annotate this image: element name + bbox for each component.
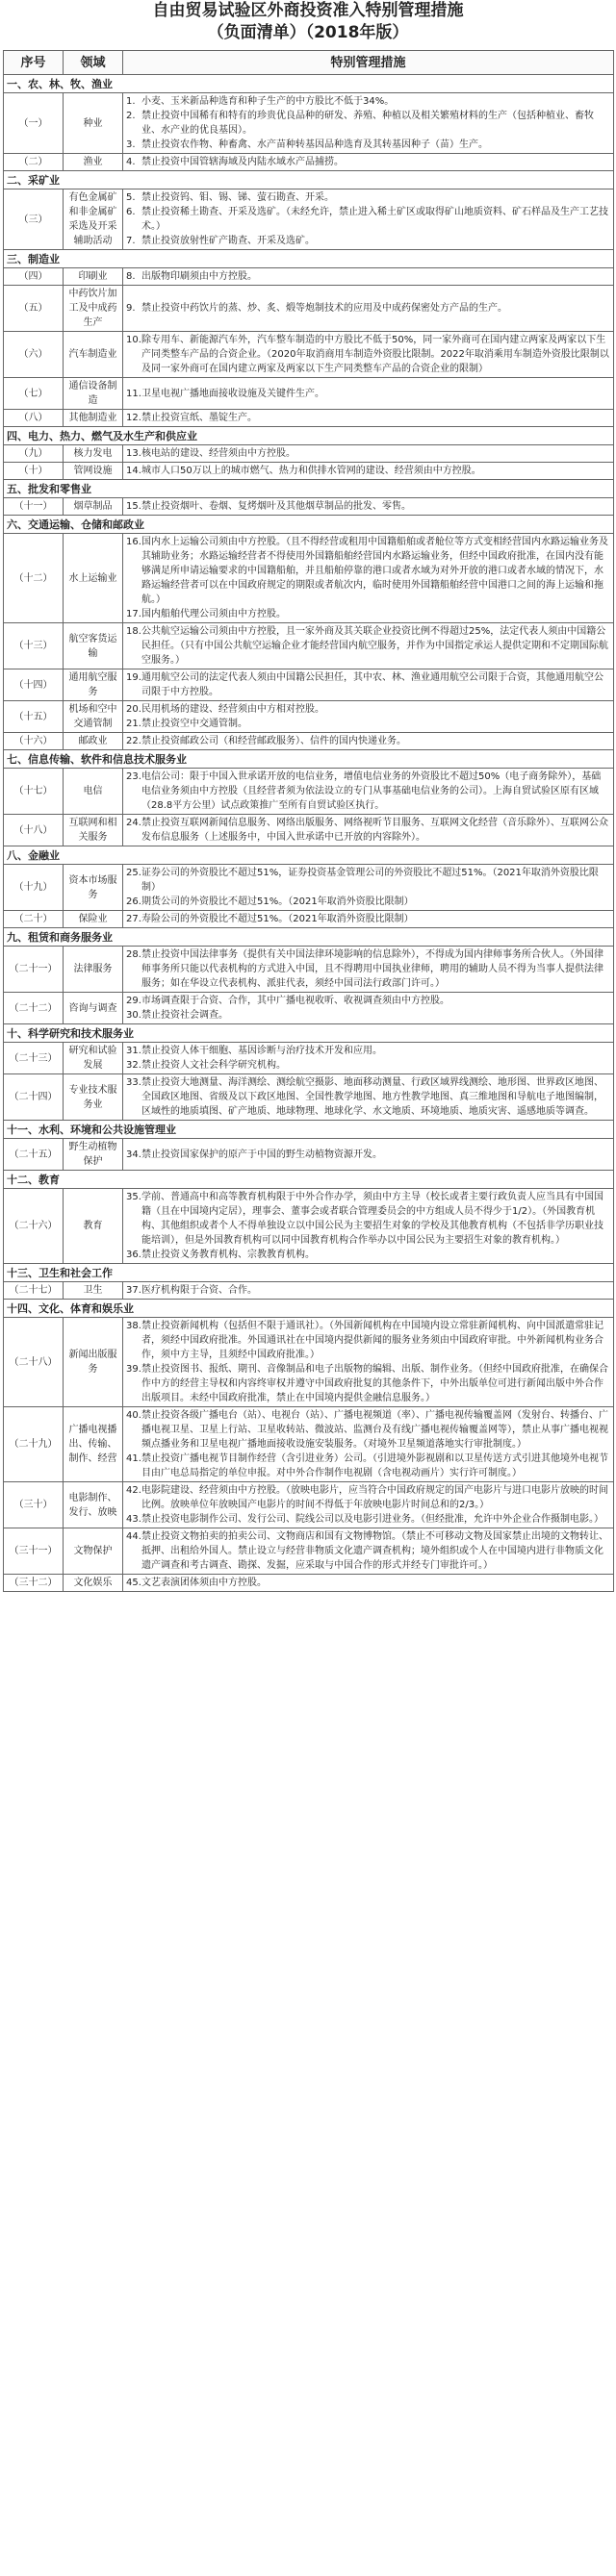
measure-text: 禁止投资广播电视节目制作经营（含引进业务）公司。（引进境外影视剧和以卫星传送方式引进其他境外电视节目由广电总局指定的单位申报。对中外合作制作电视剧（含电视动画片）实行许可制度。）: [141, 1453, 608, 1478]
measure-number: 16.: [126, 537, 141, 547]
row-number: （二十五）: [4, 1139, 64, 1171]
measure-text: 证券公司的外资股比不超过51%，证券投资基金管理公司的外资股比不超过51%。（2021年取消外资股比限制）: [141, 868, 599, 893]
table-row: [4, 154, 614, 171]
measure-text: 期货公司的外资股比不超过51%。（2021年取消外资股比限制）: [141, 897, 414, 907]
measure-number: 39.: [126, 1364, 141, 1375]
section-row: [4, 516, 614, 534]
row-number: （十七）: [4, 769, 64, 815]
section-title: 一、农、林、牧、渔业: [4, 75, 614, 93]
table-row: [4, 534, 614, 623]
row-number: （八）: [4, 410, 64, 427]
measure-number: 21.: [126, 719, 141, 729]
measure-number: 41.: [126, 1453, 141, 1464]
measure-text: 卫星电视广播地面接收设施及关键件生产。: [141, 388, 324, 399]
measure-number: 35.: [126, 1192, 141, 1202]
table-row: [4, 1074, 614, 1121]
row-number: （三十一）: [4, 1528, 64, 1575]
measure-text: 禁止投资各级广播电台（站）、电视台（站）、广播电视频道（率）、广播电视传输覆盖网（发射台、转播台、广播电视卫星、卫星上行站、卫星收转站、微波站、监测台及有线广播电视传输覆盖网等），禁止从事广播电视视频点播业务和卫星电视广播地面接收设施安装服务。（对境外卫星频道落地实行审批制度。）: [141, 1410, 608, 1450]
measure-text: 核电站的建设、经营须由中方控股。: [141, 448, 295, 459]
row-measures: [123, 378, 614, 410]
measure-item: [126, 464, 610, 478]
table-row: [4, 815, 614, 846]
measure-item: [126, 670, 610, 699]
row-measures: [123, 769, 614, 815]
table-row: [4, 1575, 614, 1592]
row-field: 卫生: [64, 1282, 123, 1300]
measures-table: [3, 50, 614, 1592]
row-number: （十二）: [4, 534, 64, 623]
measure-text: 禁止投资中国管辖海域及内陆水域水产品捕捞。: [141, 157, 344, 167]
measure-text: 通用航空公司的法定代表人须由中国籍公民担任，其中农、林、渔业通用航空公司限于合资，其他通用航空公司限于中方控股。: [141, 672, 603, 697]
measure-text: 寿险公司的外资股比不超过51%。（2021年取消外资股比限制）: [141, 914, 414, 924]
row-measures: [123, 445, 614, 463]
table-row: [4, 286, 614, 332]
row-measures: [123, 815, 614, 846]
measure-number: 43.: [126, 1514, 141, 1525]
row-field: 有色金属矿和非金属矿采选及开采辅助活动: [64, 189, 123, 250]
row-field: 文化娱乐: [64, 1575, 123, 1592]
row-measures: [123, 268, 614, 286]
row-number: （五）: [4, 286, 64, 332]
row-measures: [123, 701, 614, 733]
row-measures: [123, 1282, 614, 1300]
row-field: 核力发电: [64, 445, 123, 463]
measure-text: 禁止投资空中交通管制。: [141, 719, 247, 729]
row-measures: [123, 669, 614, 701]
measure-item: [126, 387, 610, 401]
table-row: [4, 268, 614, 286]
row-field: 印刷业: [64, 268, 123, 286]
measure-number: 15.: [126, 501, 141, 512]
measure-number: 6.: [126, 207, 136, 217]
section-title: 四、电力、热力、燃气及水生产和供应业: [4, 427, 614, 445]
measure-text: 学前、普通高中和高等教育机构限于中外合作办学，须由中方主导（校长或者主要行政负责人应当具有中国国籍（且在中国境内定居），理事会、董事会或者联合管理委员会的中方组成人员不得少于1/2）。（外国教育机构、其他组织或者个人不得单独设立以中国公民为主要招生对象的学校及其他教育机构（不包括非学历职业技能培训），但是外国教育机构可以同中国教育机构合作举办以中国公民为主要招生对象的教育机构。）: [141, 1192, 603, 1246]
table-row: [4, 378, 614, 410]
measure-item: [126, 205, 610, 234]
measure-text: 禁止投资中药饮片的蒸、炒、炙、煅等炮制技术的应用及中成药保密处方产品的生产。: [141, 303, 507, 314]
measure-item: [126, 1319, 610, 1362]
section-title: 八、金融业: [4, 846, 614, 865]
row-field: 研究和试验发展: [64, 1043, 123, 1074]
row-measures: [123, 286, 614, 332]
section-row: [4, 750, 614, 769]
measure-number: 20.: [126, 704, 141, 715]
measure-item: [126, 333, 610, 376]
measure-item: [126, 1408, 610, 1452]
row-field: 电影制作、发行、放映: [64, 1482, 123, 1528]
row-measures: [123, 1043, 614, 1074]
section-row: [4, 1300, 614, 1318]
row-field: 教育: [64, 1189, 123, 1264]
row-number: （二）: [4, 154, 64, 171]
column-header-measures: 特别管理措施: [123, 51, 614, 75]
measure-text: 禁止投资烟叶、卷烟、复烤烟叶及其他烟草制品的批发、零售。: [141, 501, 411, 512]
measure-text: 禁止投资中国法律事务（提供有关中国法律环境影响的信息除外），不得成为国内律师事务所合伙人。（外国律师事务所只能以代表机构的方式进入中国，且不得聘用中国执业律师，聘用的辅助人员不得为当事人提供法律服务；如在华设立代表机构、派驻代表，须经中国司法行政部门许可。）: [141, 949, 603, 989]
measure-number: 22.: [126, 736, 141, 746]
measure-number: 29.: [126, 996, 141, 1006]
row-field: 渔业: [64, 154, 123, 171]
row-field: 汽车制造业: [64, 332, 123, 378]
row-number: （十六）: [4, 733, 64, 750]
table-row: [4, 669, 614, 701]
measure-text: 出版物印刷须由中方控股。: [141, 271, 257, 282]
row-number: （三十）: [4, 1482, 64, 1528]
table-row: [4, 993, 614, 1024]
table-row: [4, 911, 614, 928]
measure-number: 13.: [126, 448, 141, 459]
section-row: [4, 171, 614, 189]
row-measures: [123, 1139, 614, 1171]
row-field: 电信: [64, 769, 123, 815]
section-title: 九、租赁和商务服务业: [4, 928, 614, 947]
row-measures: [123, 189, 614, 250]
row-measures: [123, 623, 614, 669]
section-row: [4, 846, 614, 865]
measure-number: 8.: [126, 271, 136, 282]
table-row: [4, 947, 614, 993]
row-field: 资本市场服务: [64, 865, 123, 911]
measure-text: 禁止投资邮政公司（和经营邮政服务）、信件的国内快递业务。: [141, 736, 406, 746]
measure-number: 4.: [126, 157, 136, 167]
measure-item: [126, 816, 610, 845]
column-header-no: 序号: [4, 51, 64, 75]
row-field: 互联网和相关服务: [64, 815, 123, 846]
measure-text: 禁止投资农作物、种畜禽、水产苗种转基因品种选育及其转基因种子（苗）生产。: [141, 139, 488, 150]
table-row: [4, 332, 614, 378]
measure-number: 34.: [126, 1149, 141, 1160]
measure-number: 31.: [126, 1046, 141, 1056]
measure-text: 禁止投资放射性矿产勘查、开采及选矿。: [141, 236, 315, 246]
row-measures: [123, 733, 614, 750]
measure-item: [126, 234, 610, 248]
measure-text: 医疗机构限于合资、合作。: [141, 1285, 257, 1296]
measure-item: [126, 994, 610, 1008]
section-row: [4, 427, 614, 445]
measure-item: [126, 1075, 610, 1119]
row-field: 咨询与调查: [64, 993, 123, 1024]
row-measures: [123, 332, 614, 378]
measure-text: 禁止投资新闻机构（包括但不限于通讯社）。（外国新闻机构在中国境内设立常驻新闻机构、向中国派遣常驻记者，须经中国政府批准。外国通讯社在中国境内提供新闻的服务业务须由中国政府审批。中外新闻机构业务合作，须中方主导，且须经中国政府批准。）: [141, 1321, 603, 1360]
section-title: 十二、教育: [4, 1171, 614, 1189]
section-row: [4, 75, 614, 93]
row-number: （二十八）: [4, 1318, 64, 1407]
measure-item: [126, 1058, 610, 1073]
measure-text: 禁止投资大地测量、海洋测绘、测绘航空摄影、地面移动测量、行政区域界线测绘、地形图、世界政区地图、全国政区地图、省级及以下政区地图、全国性教学地图、地方性教学地图、真三维地图和导航电子地图编制，区域性的地质填图、矿产地质、地球物理、地球化学、水文地质、环境地质、地质灾害、遥感地质等调查。: [141, 1077, 603, 1117]
row-measures: [123, 534, 614, 623]
measure-item: [126, 1576, 610, 1590]
measure-text: 禁止投资中国稀有和特有的珍贵优良品种的研发、养殖、种植以及相关繁殖材料的生产（包括种植业、畜牧业、水产业的优良基因）。: [141, 111, 594, 136]
section-title: 十一、水利、环境和公共设施管理业: [4, 1121, 614, 1139]
measure-text: 禁止投资宣纸、墨锭生产。: [141, 413, 257, 423]
measure-text: 电信公司：限于中国入世承诺开放的电信业务，增值电信业务的外资股比不超过50%（电子商务除外），基础电信业务须由中方控股（且经营者须为依法设立的专门从事基础电信业务的公司）。上海自贸试验区原有区域（28.8平方公里）试点政策推广至所有自贸试验区执行。: [141, 771, 602, 811]
row-measures: [123, 410, 614, 427]
measure-item: [126, 411, 610, 425]
measure-number: 27.: [126, 914, 141, 924]
page-title: 自由贸易试验区外商投资准入特别管理措施: [152, 1, 464, 20]
row-number: （三十二）: [4, 1575, 64, 1592]
row-number: （十九）: [4, 865, 64, 911]
measure-number: 40.: [126, 1410, 141, 1421]
row-measures: [123, 911, 614, 928]
row-field: 邮政业: [64, 733, 123, 750]
measure-number: 7.: [126, 236, 136, 246]
measure-item: [126, 499, 610, 514]
measure-number: 26.: [126, 897, 141, 907]
column-header-field: 领域: [64, 51, 123, 75]
measure-text: 禁止投资互联网新闻信息服务、网络出版服务、网络视听节目服务、互联网文化经营（音乐除外）、互联网公众发布信息服务（上述服务中，中国入世承诺中已开放的内容除外）。: [141, 818, 608, 843]
measure-item: [126, 1512, 610, 1527]
table-row: [4, 701, 614, 733]
row-field: 专业技术服务业: [64, 1074, 123, 1121]
table-row: [4, 733, 614, 750]
row-field: 其他制造业: [64, 410, 123, 427]
table-row: [4, 1407, 614, 1482]
table-row: [4, 189, 614, 250]
measure-text: 国内水上运输公司须由中方控股。（且不得经营或租用中国籍船舶或者舱位等方式变相经营国内水路运输业务及其辅助业务；水路运输经营者不得使用外国籍船舶经营国内水路运输业务，但经中国政府批准，在国内没有能够满足所申请运输要求的中国籍船舶，并且船舶停靠的港口或者水域为对外开放的港口或者水域的情况下，水路运输经营者可以在中国政府规定的期限或者航次内，临时使用外国籍船舶经营中国港口之间的海上运输和拖航。）: [141, 537, 608, 605]
measure-text: 禁止投资电影制作公司、发行公司、院线公司以及电影引进业务。（但经批准，允许中外企业合作摄制电影。）: [141, 1514, 603, 1525]
row-number: （十三）: [4, 623, 64, 669]
measure-item: [126, 1283, 610, 1298]
measure-number: 19.: [126, 672, 141, 683]
section-title: 十、科学研究和技术服务业: [4, 1024, 614, 1043]
row-field: 文物保护: [64, 1528, 123, 1575]
measure-number: 44.: [126, 1531, 141, 1542]
row-number: （九）: [4, 445, 64, 463]
section-row: [4, 1024, 614, 1043]
table-row: [4, 1282, 614, 1300]
measure-item: [126, 866, 610, 895]
measure-item: [126, 190, 610, 205]
measure-number: 1.: [126, 96, 136, 107]
measure-number: 37.: [126, 1285, 141, 1296]
measure-text: 民用机场的建设、经营须由中方相对控股。: [141, 704, 324, 715]
row-field: 种业: [64, 93, 123, 154]
measure-text: 禁止投资稀土勘查、开采及选矿。（未经允许，禁止进入稀土矿区或取得矿山地质资料、矿石样品及生产工艺技术。）: [141, 207, 608, 232]
row-number: （二十二）: [4, 993, 64, 1024]
measure-item: [126, 1529, 610, 1573]
measure-item: [126, 702, 610, 717]
measure-text: 文艺表演团体须由中方控股。: [141, 1578, 267, 1588]
measure-item: [126, 138, 610, 152]
measure-item: [126, 1148, 610, 1162]
measure-item: [126, 1362, 610, 1405]
table-row: [4, 1482, 614, 1528]
row-number: （二十）: [4, 911, 64, 928]
row-field: 通信设备制造: [64, 378, 123, 410]
section-title: 五、批发和零售业: [4, 480, 614, 498]
measure-text: 禁止投资文物拍卖的拍卖公司、文物商店和国有文物博物馆。（禁止不可移动文物及国家禁止出境的文物转让、抵押、出租给外国人。禁止设立与经营非物质文化遗产调查机构；境外组织或个人在中国境内进行非物质文化遗产调查和考古调查、勘探、发掘，应采取与中国合作的形式并经专门审批许可。）: [141, 1531, 608, 1571]
measure-number: 30.: [126, 1010, 141, 1021]
section-title: 七、信息传输、软件和信息技术服务业: [4, 750, 614, 769]
table-body: [4, 75, 614, 1592]
table-row: [4, 410, 614, 427]
row-measures: [123, 865, 614, 911]
measure-text: 除专用车、新能源汽车外，汽车整车制造的中方股比不低于50%，同一家外商可在国内建立两家及两家以下生产同类整车产品的合资企业。（2020年取消商用车制造外资股比限制。2022年取消乘用车制造外资股比限制以及同一家外商可在国内建立两家及两家以下生产同类整车产品的合资企业的限制）: [141, 335, 609, 374]
measure-item: [126, 607, 610, 621]
measure-text: 禁止投资图书、报纸、期刊、音像制品和电子出版物的编辑、出版、制作业务。（但经中国政府批准，在确保合作中方的经营主导权和内容终审权并遵守中国政府批复的其他条件下，中外出版单位可进行新闻出版中外合作出版项目。未经中国政府批准，禁止在中国境内提供金融信息服务。）: [141, 1364, 608, 1403]
measure-text: 国内船舶代理公司须由中方控股。: [141, 609, 286, 619]
measure-item: [126, 770, 610, 813]
row-number: （二十三）: [4, 1043, 64, 1074]
measure-number: 3.: [126, 139, 136, 150]
row-field: 水上运输业: [64, 534, 123, 623]
section-row: [4, 1171, 614, 1189]
row-field: 机场和空中交通管制: [64, 701, 123, 733]
row-field: 法律服务: [64, 947, 123, 993]
table-row: [4, 769, 614, 815]
measure-item: [126, 1190, 610, 1248]
measure-number: 18.: [126, 626, 141, 637]
row-measures: [123, 1528, 614, 1575]
table-row: [4, 93, 614, 154]
section-row: [4, 1121, 614, 1139]
row-measures: [123, 947, 614, 993]
section-row: [4, 480, 614, 498]
section-row: [4, 1264, 614, 1282]
table-row: [4, 1139, 614, 1171]
measure-item: [126, 717, 610, 731]
table-row: [4, 1528, 614, 1575]
row-measures: [123, 1407, 614, 1482]
measure-number: 25.: [126, 868, 141, 878]
row-field: 中药饮片加工及中成药生产: [64, 286, 123, 332]
row-number: （二十六）: [4, 1189, 64, 1264]
measure-text: 电影院建设、经营须由中方控股。（放映电影片，应当符合中国政府规定的国产电影片与进口电影片放映的时间比例。放映单位年放映国产电影片的时间不得低于年放映电影片时间总和的2/3。）: [141, 1485, 608, 1510]
measure-number: 42.: [126, 1485, 141, 1496]
table-header-row: [4, 51, 614, 75]
row-number: （十五）: [4, 701, 64, 733]
row-number: （三）: [4, 189, 64, 250]
measure-item: [126, 535, 610, 607]
measure-text: 禁止投资人文社会科学研究机构。: [141, 1060, 286, 1071]
row-number: （二十一）: [4, 947, 64, 993]
measure-number: 28.: [126, 949, 141, 960]
measure-item: [126, 1008, 610, 1023]
row-number: （二十七）: [4, 1282, 64, 1300]
measure-number: 9.: [126, 303, 136, 314]
row-measures: [123, 1074, 614, 1121]
measure-item: [126, 1248, 610, 1262]
row-number: （十）: [4, 463, 64, 480]
row-field: 野生动植物保护: [64, 1139, 123, 1171]
row-number: （十八）: [4, 815, 64, 846]
row-number: （二十九）: [4, 1407, 64, 1482]
measure-number: 32.: [126, 1060, 141, 1071]
row-field: 广播电视播出、传输、制作、经营: [64, 1407, 123, 1482]
row-measures: [123, 1575, 614, 1592]
section-row: [4, 250, 614, 268]
row-measures: [123, 463, 614, 480]
row-number: （七）: [4, 378, 64, 410]
measure-item: [126, 1483, 610, 1512]
measure-number: 24.: [126, 818, 141, 828]
measure-text: 禁止投资钨、钼、锡、锑、萤石勘查、开采。: [141, 192, 334, 203]
row-measures: [123, 1482, 614, 1528]
table-row: [4, 623, 614, 669]
table-row: [4, 1043, 614, 1074]
row-measures: [123, 1318, 614, 1407]
section-title: 十三、卫生和社会工作: [4, 1264, 614, 1282]
row-field: 航空客货运输: [64, 623, 123, 669]
measure-item: [126, 1452, 610, 1480]
measure-number: 36.: [126, 1250, 141, 1260]
page-subtitle: （负面清单）（2018年版）: [207, 23, 409, 42]
section-row: [4, 928, 614, 947]
section-title: 十四、文化、体育和娱乐业: [4, 1300, 614, 1318]
measure-number: 10.: [126, 335, 141, 345]
row-number: （二十四）: [4, 1074, 64, 1121]
row-number: （十四）: [4, 669, 64, 701]
measure-item: [126, 446, 610, 461]
measure-text: 市场调查限于合资、合作，其中广播电视收听、收视调查须由中方控股。: [141, 996, 449, 1006]
table-row: [4, 865, 614, 911]
measure-item: [126, 301, 610, 316]
row-field: 管网设施: [64, 463, 123, 480]
measure-number: 33.: [126, 1077, 141, 1088]
row-measures: [123, 1189, 614, 1264]
measure-item: [126, 94, 610, 109]
measure-number: 12.: [126, 413, 141, 423]
table-row: [4, 445, 614, 463]
table-row: [4, 1189, 614, 1264]
measure-text: 公共航空运输公司须由中方控股，且一家外商及其关联企业投资比例不得超过25%，法定代表人须由中国籍公民担任。（只有中国公共航空运输企业才能经营国内航空服务，并作为中国指定承运人提供定期和不定期国际航空服务。）: [141, 626, 608, 666]
row-measures: [123, 498, 614, 516]
measure-number: 11.: [126, 388, 141, 399]
measure-number: 2.: [126, 111, 136, 121]
measure-number: 17.: [126, 609, 141, 619]
measure-item: [126, 947, 610, 991]
row-number: （四）: [4, 268, 64, 286]
measure-item: [126, 109, 610, 138]
row-field: 烟草制品: [64, 498, 123, 516]
measure-number: 23.: [126, 771, 141, 782]
measure-text: 城市人口50万以上的城市燃气、热力和供排水管网的建设、经营须由中方控股。: [141, 466, 481, 476]
row-number: （六）: [4, 332, 64, 378]
table-row: [4, 463, 614, 480]
row-measures: [123, 993, 614, 1024]
measure-item: [126, 624, 610, 668]
measure-number: 38.: [126, 1321, 141, 1331]
row-field: 通用航空服务: [64, 669, 123, 701]
row-number: （一）: [4, 93, 64, 154]
measure-item: [126, 1044, 610, 1058]
table-row: [4, 1318, 614, 1407]
measure-number: 45.: [126, 1578, 141, 1588]
table-row: [4, 498, 614, 516]
measure-item: [126, 269, 610, 284]
row-measures: [123, 154, 614, 171]
measure-text: 小麦、玉米新品种选育和种子生产的中方股比不低于34%。: [141, 96, 395, 107]
row-field: 保险业: [64, 911, 123, 928]
measure-number: 14.: [126, 466, 141, 476]
measure-item: [126, 155, 610, 169]
row-field: 新闻出版服务: [64, 1318, 123, 1407]
row-number: （十一）: [4, 498, 64, 516]
measure-text: 禁止投资社会调查。: [141, 1010, 228, 1021]
section-title: 二、采矿业: [4, 171, 614, 189]
measure-number: 5.: [126, 192, 136, 203]
section-title: 三、制造业: [4, 250, 614, 268]
measure-text: 禁止投资人体干细胞、基因诊断与治疗技术开发和应用。: [141, 1046, 382, 1056]
measure-item: [126, 912, 610, 926]
measure-item: [126, 895, 610, 909]
measure-text: 禁止投资义务教育机构、宗教教育机构。: [141, 1250, 315, 1260]
section-title: 六、交通运输、仓储和邮政业: [4, 516, 614, 534]
row-measures: [123, 93, 614, 154]
measure-item: [126, 734, 610, 748]
measure-text: 禁止投资国家保护的原产于中国的野生动植物资源开发。: [141, 1149, 382, 1160]
